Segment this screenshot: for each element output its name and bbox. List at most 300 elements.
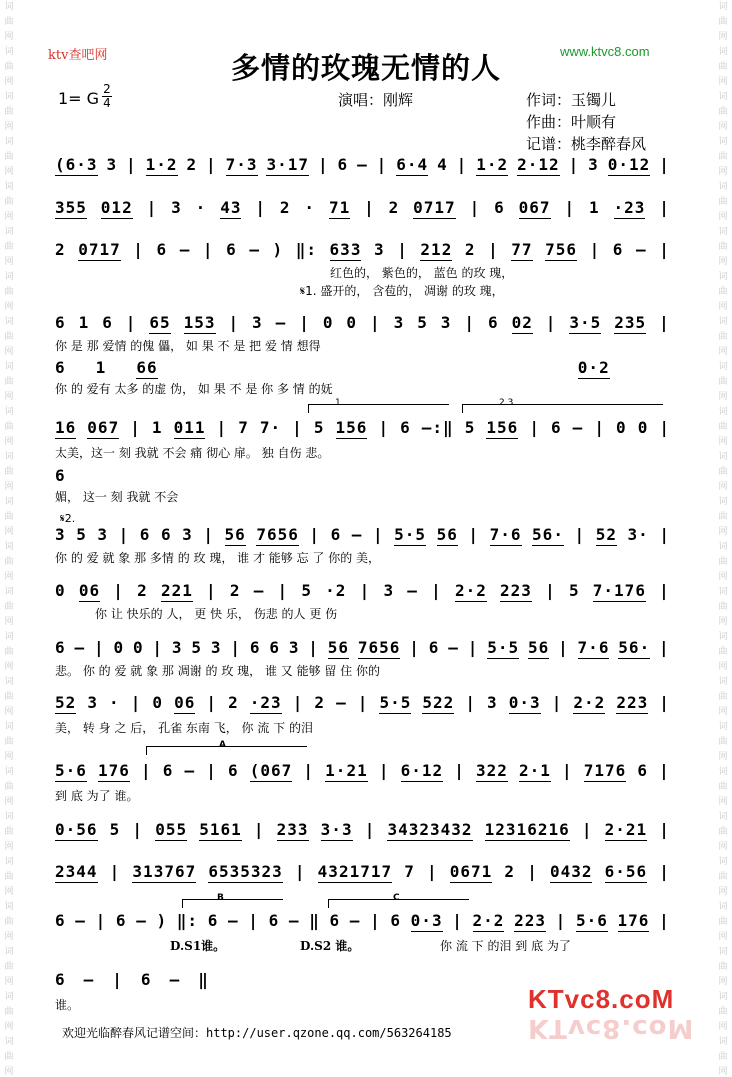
- note-group: 3: [588, 155, 599, 174]
- note-group: 012: [100, 198, 133, 217]
- note-group: 2·12: [517, 155, 560, 174]
- note-group: 7656: [357, 638, 401, 657]
- note-group: 2: [279, 198, 291, 217]
- note-group: 3·17: [266, 155, 309, 174]
- watermark-glyph: 曲: [4, 1007, 14, 1017]
- watermark-glyph: 网: [718, 257, 728, 267]
- note-group: 66: [136, 358, 158, 377]
- note-row: [55, 525, 670, 544]
- note-row: [55, 155, 670, 174]
- barline: |: [292, 693, 304, 712]
- barline: |: [303, 761, 315, 780]
- note-group: –: [572, 418, 584, 437]
- watermark-glyph: 网: [718, 707, 728, 717]
- brand-left-logo-text: ktv查吧网: [48, 48, 108, 63]
- note-group: 5: [568, 581, 580, 600]
- note-group: 52: [55, 693, 77, 712]
- watermark-glyph: 网: [4, 887, 14, 897]
- note-group: –: [179, 240, 191, 259]
- watermark-glyph: 词: [4, 497, 14, 507]
- section-a-label: A: [219, 740, 226, 750]
- watermark-glyph: 网: [718, 77, 728, 87]
- note-group: 6: [269, 638, 280, 657]
- barline: |: [468, 525, 480, 544]
- ds1-instruction: D.S1谁。: [170, 939, 226, 953]
- lyric-line: 红色的， 紫色的， 蓝色 的玫 瑰，: [330, 266, 514, 280]
- barline: |: [118, 525, 130, 544]
- watermark-glyph: 网: [4, 527, 14, 537]
- note-group: –: [83, 970, 95, 989]
- watermark-glyph: 词: [718, 902, 728, 912]
- note-group: 3: [106, 155, 118, 174]
- note-group: 3: [383, 581, 395, 600]
- barline: |: [130, 693, 142, 712]
- watermark-glyph: 网: [4, 347, 14, 357]
- watermark-glyph: 词: [718, 47, 728, 57]
- note-group: 1·2: [145, 155, 178, 174]
- note-group: 6: [55, 313, 66, 332]
- watermark-glyph: 词: [718, 497, 728, 507]
- note-group: 4: [437, 155, 448, 174]
- note-group: 0: [55, 581, 66, 600]
- note-group: 2·2: [454, 581, 487, 600]
- watermark-glyph: 词: [718, 362, 728, 372]
- watermark-glyph: 网: [718, 302, 728, 312]
- note-group: 02: [511, 313, 533, 332]
- note-group: ·2: [325, 581, 347, 600]
- note-group: –: [357, 155, 368, 174]
- lyric-line: 媚， 这一 刻 我就 不会: [55, 490, 179, 504]
- note-group: 7·176: [592, 581, 646, 600]
- watermark-glyph: 词: [4, 47, 14, 57]
- beam-lines: [55, 175, 670, 181]
- watermark-glyph: 网: [4, 167, 14, 177]
- note-group: 3·5: [569, 313, 602, 332]
- note-group: 6: [494, 198, 505, 217]
- beam-lines: [55, 840, 670, 846]
- note-group: 0: [113, 638, 125, 657]
- note-group: –: [351, 525, 363, 544]
- note-row: [55, 581, 670, 600]
- watermark-glyph: 曲: [4, 242, 14, 252]
- note-group: 0717: [78, 240, 121, 259]
- note-group: 5: [464, 418, 476, 437]
- barline: |: [527, 862, 538, 881]
- note-group: 34323432: [387, 820, 473, 839]
- note-group: 153: [183, 313, 216, 332]
- watermark-glyph: 词: [4, 92, 14, 102]
- watermark-glyph: 曲: [4, 332, 14, 342]
- note-group: 0·12: [607, 155, 651, 174]
- note-group: 0·3: [410, 911, 443, 930]
- note-group: –: [275, 313, 287, 332]
- note-group: 212: [420, 240, 453, 259]
- lyric-line: 悲。 你 的 爱 就 象 那 凋谢 的 玫 瑰， 谁 又 能够 留 住 你的: [55, 664, 381, 678]
- note-group: 6·56: [604, 862, 648, 881]
- note-group: 6: [162, 761, 174, 780]
- note-group: 56: [527, 638, 550, 657]
- watermark-glyph: 曲: [4, 287, 14, 297]
- watermark-glyph: 曲: [4, 62, 14, 72]
- watermark-glyph: 曲: [4, 692, 14, 702]
- watermark-glyph: 曲: [718, 512, 728, 522]
- ktvc8-logo: KTvc8.coM: [528, 984, 675, 1014]
- beam-lines: [55, 882, 670, 888]
- lyric-line: 你 让 快乐的 人， 更 快 乐， 伤悲 的人 更 伤: [95, 607, 338, 621]
- barline: |: [488, 240, 499, 259]
- barline: |: [376, 155, 388, 174]
- barline: |: [397, 240, 408, 259]
- watermark-glyph: 网: [4, 752, 14, 762]
- note-group: 3·: [627, 525, 649, 544]
- note-row: [55, 198, 670, 217]
- watermark-glyph: 曲: [718, 422, 728, 432]
- watermark-glyph: 网: [4, 572, 14, 582]
- note-group: 0: [346, 313, 358, 332]
- barline: ‖: [309, 911, 320, 930]
- watermark-glyph: 词: [4, 452, 14, 462]
- note-group: 3: [97, 525, 109, 544]
- note-group: –: [407, 581, 418, 600]
- watermark-glyph: 曲: [718, 827, 728, 837]
- note-group: 0717: [413, 198, 456, 217]
- watermark-glyph: 网: [718, 932, 728, 942]
- segno-2-mark: 𝄋2.: [60, 512, 76, 525]
- key-signature: 1= G: [58, 89, 100, 108]
- watermark-glyph: 词: [718, 92, 728, 102]
- note-group: 6: [115, 911, 127, 930]
- barline: |: [202, 240, 214, 259]
- section-a-bracket: [146, 740, 307, 755]
- watermark-glyph: 词: [718, 137, 728, 147]
- watermark-glyph: 曲: [4, 1052, 14, 1062]
- watermark-glyph: 词: [718, 1037, 728, 1047]
- note-group: 055: [155, 820, 188, 839]
- barline: |: [216, 418, 228, 437]
- watermark-glyph: 网: [4, 797, 14, 807]
- note-group: 5·6: [55, 761, 87, 780]
- lyric-line: 你 的 爱有 太多 的虚 伪， 如 果 不 是 你 多 情 的妩: [55, 382, 333, 396]
- barline: |: [561, 761, 573, 780]
- barline: |: [659, 313, 670, 332]
- barline: |: [529, 418, 540, 437]
- note-group: 6: [140, 970, 152, 989]
- barline: |: [370, 313, 381, 332]
- note-group: 3: [374, 240, 385, 259]
- barline: |: [294, 862, 306, 881]
- note-group: 2: [55, 240, 66, 259]
- note-group: 6: [390, 911, 402, 930]
- note-group: 233: [276, 820, 309, 839]
- note-group: 0: [322, 313, 334, 332]
- watermark-glyph: 词: [718, 317, 728, 327]
- watermark-glyph: 曲: [718, 467, 728, 477]
- note-group: 6: [102, 313, 113, 332]
- watermark-glyph: 词: [4, 272, 14, 282]
- section-b-bracket: [182, 893, 283, 908]
- watermark-glyph: 词: [4, 2, 14, 12]
- note-group: ·: [304, 198, 316, 217]
- right-watermark-strip: [716, 0, 730, 1077]
- watermark-glyph: 网: [718, 1067, 728, 1077]
- note-group: 2: [464, 240, 476, 259]
- note-group: 221: [160, 581, 193, 600]
- barline: |: [357, 693, 369, 712]
- watermark-glyph: 曲: [718, 1052, 728, 1062]
- note-row: [55, 358, 670, 377]
- watermark-glyph: 曲: [4, 872, 14, 882]
- note-group: ·23: [249, 693, 282, 712]
- barline: |: [659, 240, 670, 259]
- note-row: [55, 820, 670, 839]
- brand-right-url: www.ktvc8.com: [560, 44, 650, 59]
- section-b-label: B: [217, 893, 224, 903]
- watermark-glyph: 网: [4, 482, 14, 492]
- note-group: 56·: [532, 525, 564, 544]
- watermark-glyph: 网: [718, 662, 728, 672]
- barline: |: [589, 240, 601, 259]
- note-group: ·: [109, 693, 120, 712]
- watermark-glyph: 曲: [4, 557, 14, 567]
- barline: |: [564, 198, 576, 217]
- barline: |: [206, 581, 217, 600]
- watermark-glyph: 词: [718, 587, 728, 597]
- note-group: 56: [224, 525, 246, 544]
- note-group: 3·3: [320, 820, 353, 839]
- barline: |: [427, 862, 438, 881]
- watermark-glyph: 曲: [718, 107, 728, 117]
- note-group: ): [156, 911, 168, 930]
- note-group: 2: [186, 155, 198, 174]
- note-group: 6: [329, 911, 341, 930]
- note-group: 6: [268, 911, 280, 930]
- note-group: 322: [475, 761, 508, 780]
- note-group: –: [288, 911, 300, 930]
- barline: |: [581, 820, 593, 839]
- note-group: 0: [616, 418, 627, 437]
- note-group: 71: [328, 198, 351, 217]
- note-group: 067: [87, 418, 120, 437]
- watermark-glyph: 曲: [718, 692, 728, 702]
- note-group: 1·21: [325, 761, 368, 780]
- note-group: 6: [487, 313, 499, 332]
- barline: |: [253, 820, 265, 839]
- note-group: 6: [551, 418, 562, 437]
- note-group: 06: [78, 581, 101, 600]
- note-group: 3: [487, 693, 498, 712]
- watermark-glyph: 词: [718, 407, 728, 417]
- watermark-glyph: 曲: [718, 197, 728, 207]
- watermark-glyph: 词: [718, 677, 728, 687]
- barline: |: [112, 970, 123, 989]
- barline: |: [308, 638, 319, 657]
- note-group: 56·: [618, 638, 651, 657]
- watermark-glyph: 网: [718, 212, 728, 222]
- note-group: ): [272, 240, 284, 259]
- watermark-glyph: 词: [4, 767, 14, 777]
- watermark-glyph: 词: [4, 677, 14, 687]
- note-group: –: [349, 911, 361, 930]
- lyric-line: 𝄋1. 盛开的， 含苞的， 凋谢 的玫 瑰，: [300, 284, 504, 298]
- barline: |: [545, 581, 556, 600]
- watermark-glyph: 曲: [4, 827, 14, 837]
- watermark-glyph: 曲: [4, 377, 14, 387]
- barline: |: [359, 581, 371, 600]
- watermark-glyph: 曲: [4, 197, 14, 207]
- composer-credit: 作曲：叶顺有: [526, 113, 617, 131]
- note-group: 52: [595, 525, 617, 544]
- watermark-glyph: 词: [4, 857, 14, 867]
- watermark-glyph: 曲: [718, 872, 728, 882]
- note-group: 0·2: [577, 358, 610, 377]
- barline: |: [551, 693, 563, 712]
- barline: |: [372, 525, 384, 544]
- barline: ‖:: [295, 240, 317, 259]
- note-group: 56: [327, 638, 350, 657]
- section-c-bracket: [328, 893, 469, 908]
- barline: |: [317, 155, 329, 174]
- note-row: [55, 418, 670, 437]
- watermark-glyph: 网: [4, 617, 14, 627]
- note-group: 56: [436, 525, 458, 544]
- watermark-glyph: 词: [4, 812, 14, 822]
- barline: |: [364, 198, 375, 217]
- watermark-glyph: 网: [4, 842, 14, 852]
- watermark-glyph: 词: [718, 272, 728, 282]
- time-signature-bottom: 4: [103, 96, 111, 110]
- watermark-glyph: 网: [4, 392, 14, 402]
- note-row: [55, 638, 670, 657]
- watermark-glyph: 曲: [4, 107, 14, 117]
- barline: |: [378, 418, 390, 437]
- note-group: 6: [55, 970, 66, 989]
- note-group: 16: [55, 418, 77, 437]
- note-group: 3: [393, 313, 405, 332]
- watermark-glyph: 网: [4, 707, 14, 717]
- note-group: 65: [149, 313, 171, 332]
- watermark-glyph: 网: [4, 977, 14, 987]
- watermark-glyph: 网: [4, 77, 14, 87]
- barline: |: [467, 638, 479, 657]
- watermark-glyph: 网: [4, 932, 14, 942]
- watermark-glyph: 曲: [4, 962, 14, 972]
- barline: |: [364, 820, 376, 839]
- note-group: 3: [171, 198, 182, 217]
- note-group: 7: [238, 418, 249, 437]
- barline: |: [659, 638, 670, 657]
- note-group: 1·2: [476, 155, 509, 174]
- note-group: 176: [617, 911, 650, 930]
- barline: |: [206, 155, 217, 174]
- barline: |: [659, 761, 670, 780]
- lyric-line: 你 的 爱 就 象 那 多情 的 玫 瑰， 谁 才 能够 忘 了 你的 美，: [55, 551, 381, 565]
- note-group: 2: [137, 581, 148, 600]
- note-group: 7·: [259, 418, 282, 437]
- barline: |: [152, 638, 164, 657]
- note-group: 522: [422, 693, 455, 712]
- watermark-glyph: 曲: [718, 152, 728, 162]
- watermark-glyph: 词: [4, 722, 14, 732]
- barline: |: [93, 638, 105, 657]
- note-group: 6: [400, 418, 411, 437]
- note-group: 6: [207, 911, 219, 930]
- watermark-glyph: 曲: [718, 782, 728, 792]
- note-group: 2: [388, 198, 400, 217]
- note-row: [55, 862, 670, 881]
- note-row: [55, 911, 670, 930]
- barline: |: [659, 693, 670, 712]
- left-watermark-strip: [2, 0, 16, 1077]
- watermark-glyph: 网: [718, 392, 728, 402]
- barline: |: [659, 155, 670, 174]
- watermark-glyph: 网: [718, 752, 728, 762]
- watermark-glyph: 曲: [4, 467, 14, 477]
- barline: |: [659, 198, 670, 217]
- lyric-line: 你 是 那 爱情 的傀 儡， 如 果 不 是 把 爱 情 想得: [55, 339, 321, 353]
- note-row: [55, 313, 670, 332]
- barline: |: [409, 638, 420, 657]
- note-group: 223: [616, 693, 649, 712]
- barline: |: [659, 820, 670, 839]
- note-group: 5: [76, 525, 87, 544]
- watermark-glyph: 词: [4, 947, 14, 957]
- note-row: [55, 466, 670, 485]
- note-group: 5·5: [394, 525, 427, 544]
- note-group: –: [448, 638, 459, 657]
- barline: –:‖: [421, 418, 454, 437]
- note-row: [55, 761, 670, 780]
- ds2-instruction: D.S2 谁。: [300, 939, 360, 953]
- note-group: 2·21: [604, 820, 648, 839]
- barline: |: [132, 820, 144, 839]
- note-group: 2344: [55, 862, 98, 881]
- watermark-glyph: 网: [4, 212, 14, 222]
- watermark-glyph: 曲: [4, 512, 14, 522]
- lyric-line: 到 底 为了 谁。: [55, 789, 139, 803]
- watermark-glyph: 曲: [4, 782, 14, 792]
- watermark-glyph: 网: [718, 167, 728, 177]
- volta-bracket-23: [462, 398, 663, 413]
- note-group: 5·6: [575, 911, 608, 930]
- note-group: 011: [173, 418, 206, 437]
- note-group: 7·6: [577, 638, 610, 657]
- note-group: 3: [182, 525, 193, 544]
- note-row: [55, 693, 670, 712]
- barline: |: [378, 761, 390, 780]
- note-group: 1: [95, 358, 107, 377]
- watermark-glyph: 词: [4, 407, 14, 417]
- barline: |: [452, 911, 463, 930]
- watermark-glyph: 网: [4, 1067, 14, 1077]
- note-group: 235: [614, 313, 647, 332]
- footer-credit: 欢迎光临醉春风记谱空间：http://user.qzone.qq.com/563264185: [62, 1026, 452, 1040]
- watermark-glyph: 词: [4, 542, 14, 552]
- watermark-glyph: 网: [4, 122, 14, 132]
- singer-credit: 演唱：刚辉: [338, 91, 414, 109]
- watermark-glyph: 词: [4, 902, 14, 912]
- watermark-glyph: 词: [718, 632, 728, 642]
- note-group: 3: [252, 313, 263, 332]
- note-group: 6: [156, 240, 168, 259]
- barline: |: [255, 198, 266, 217]
- note-group: –: [636, 240, 647, 259]
- watermark-glyph: 曲: [718, 287, 728, 297]
- barline: |: [465, 693, 476, 712]
- note-group: 2: [504, 862, 516, 881]
- note-group: 7176: [583, 761, 627, 780]
- note-group: 0671: [449, 862, 493, 881]
- note-group: –: [253, 581, 265, 600]
